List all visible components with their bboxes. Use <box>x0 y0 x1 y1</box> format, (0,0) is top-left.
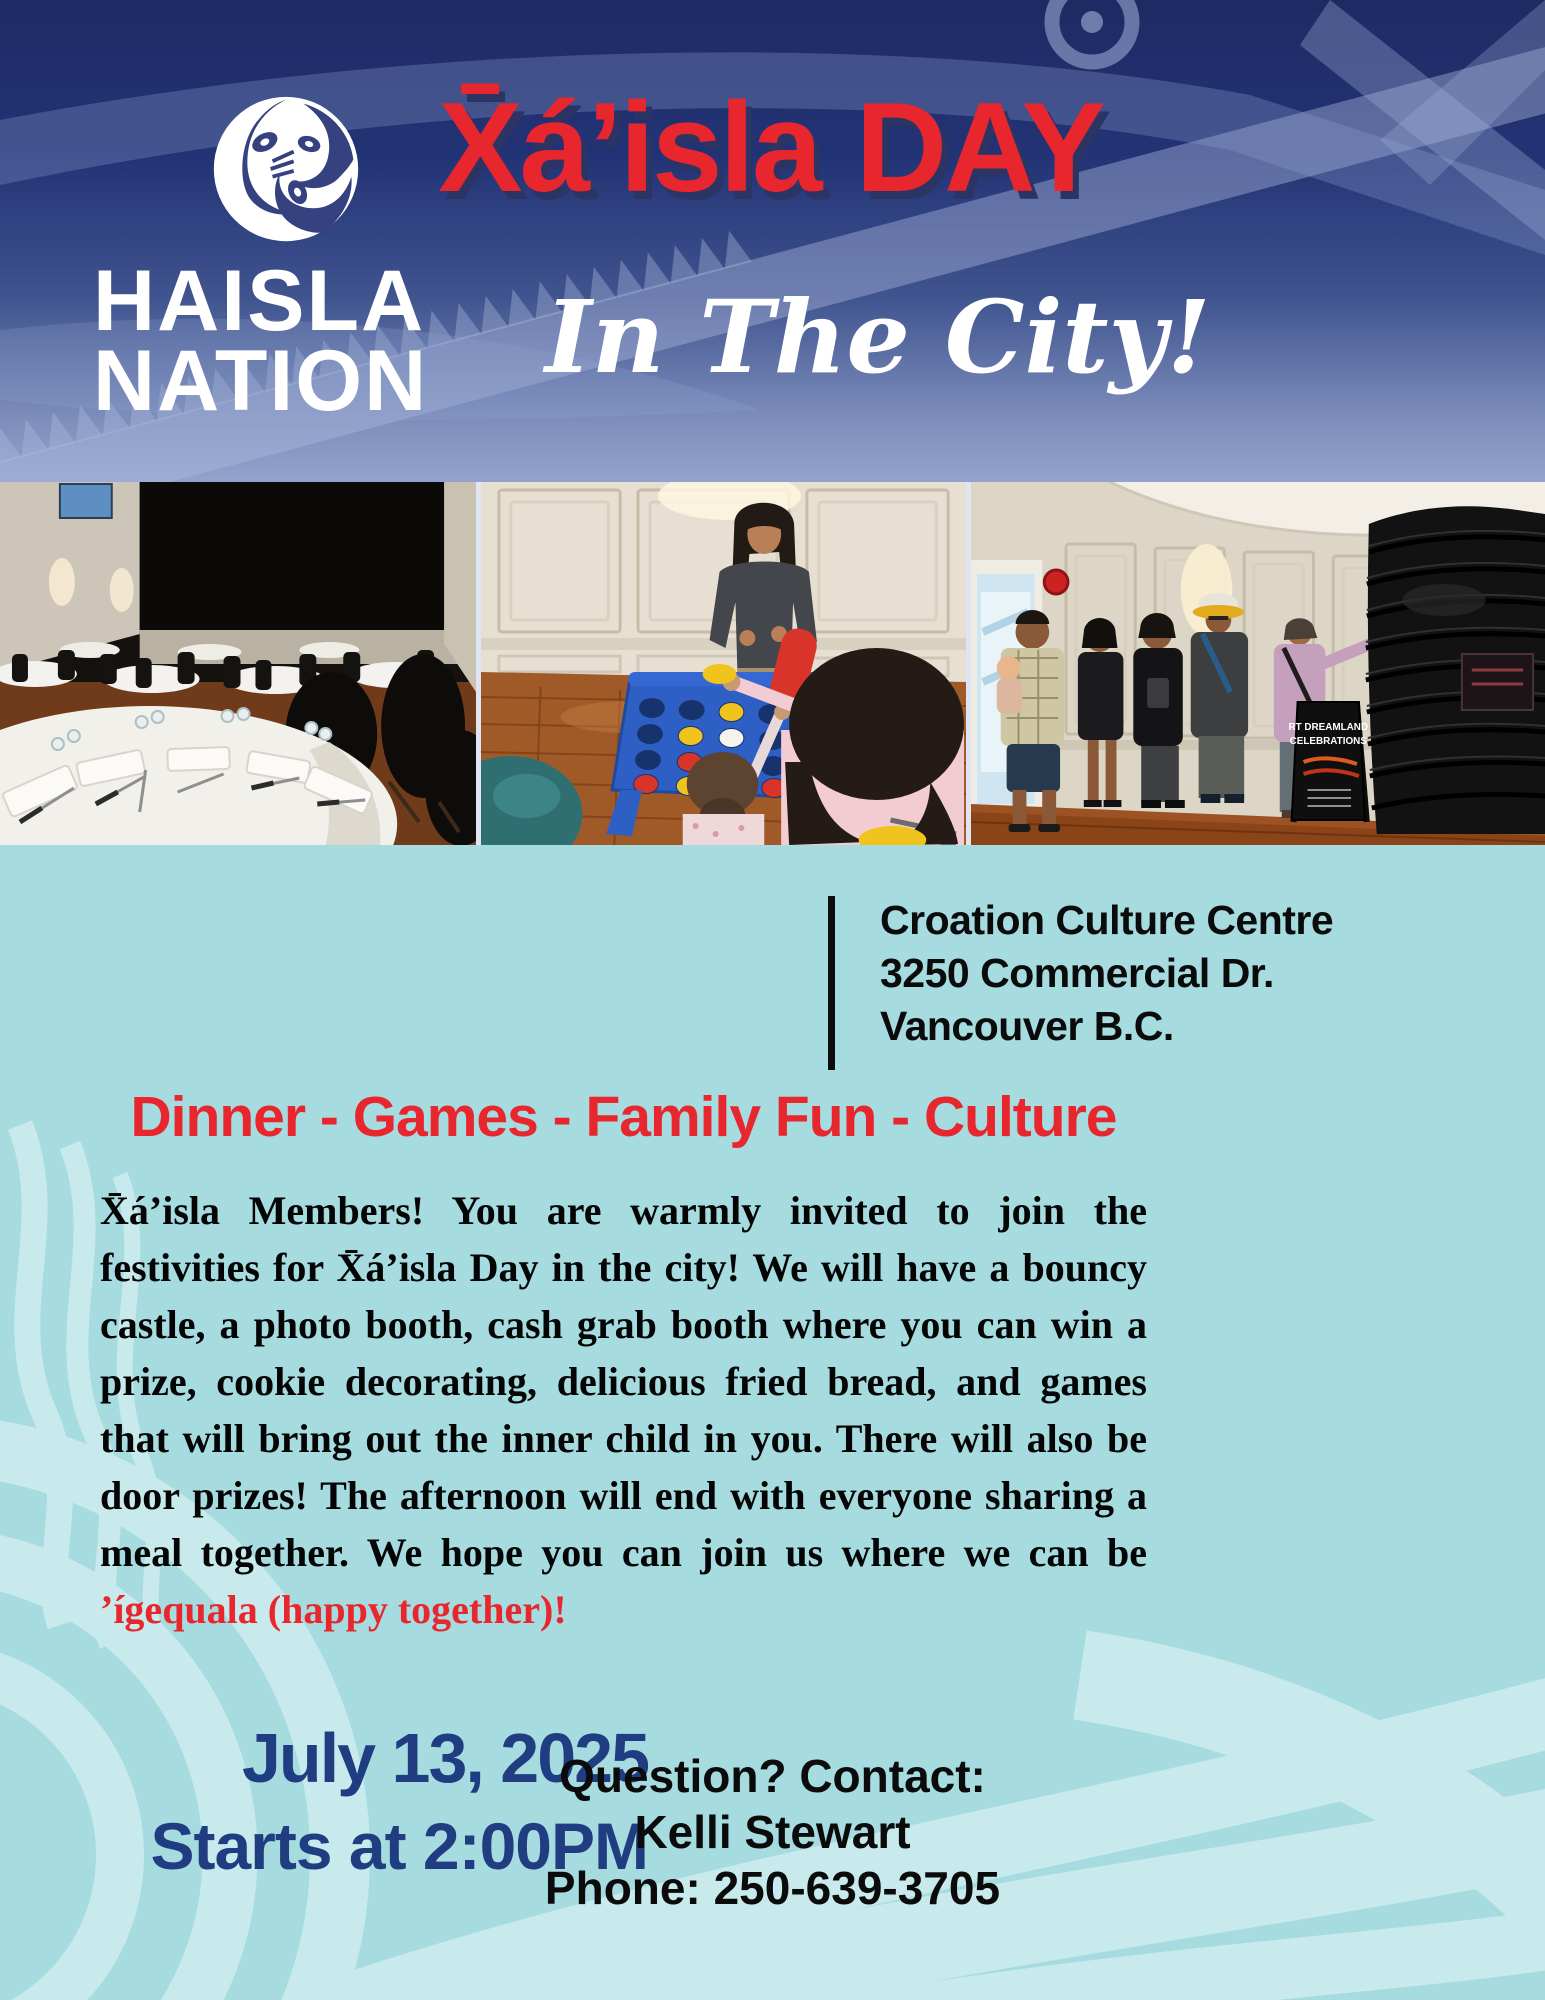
contact-block <box>0 1748 1545 1916</box>
contact-phone: Phone: 250-639-3705 <box>544 1862 1001 1914</box>
event-tagline: Dinner - Games - Family Fun - Culture <box>130 1085 1117 1149</box>
venue-address <box>880 894 1333 1053</box>
venue-city: Vancouver B.C. <box>880 1003 1174 1049</box>
invitation-highlight: ’ígequala (happy together)! <box>100 1587 567 1632</box>
haisla-nation-logo <box>209 92 363 246</box>
photo-connect-four-game <box>481 482 966 845</box>
photo-banquet-tables <box>0 482 476 845</box>
org-name-line1: HAISLA <box>93 253 426 349</box>
event-subtitle: In The City! <box>545 278 1211 396</box>
org-name-line2: NATION <box>93 332 429 429</box>
org-name <box>93 253 429 429</box>
sign-line2: CELEBRATIONS <box>1289 735 1367 748</box>
header-banner <box>0 0 1545 482</box>
event-time: Starts at 2:00PM <box>150 1809 648 1883</box>
venue-street: 3250 Commercial Dr. <box>880 950 1274 996</box>
invitation-paragraph <box>100 1182 1147 1638</box>
photo-inflatable-booth-crowd <box>971 482 1545 845</box>
vertical-divider <box>828 896 835 1070</box>
event-title-day: DAY <box>855 76 1103 218</box>
sign-line1: RT DREAMLAND <box>1288 721 1369 734</box>
event-date: July 13, 2025 <box>242 1719 648 1797</box>
contact-heading: Question? Contact: <box>559 1750 986 1802</box>
event-title <box>438 76 1103 218</box>
event-title-word: X̄á’isla <box>438 76 820 218</box>
invitation-text: X̄á’isla Members! You are warmly invited to join the festivities for X̄á’isla Day in the city! We will have a bouncy castle, a photo booth, cash grab booth where you can win a prize, cookie decorating, delicious fried bread, and games that will bring out the inner child in you. There will also be door prizes! The afternoon will end with everyone sharing a meal together. We hope you can join us where we can be <box>100 1188 1147 1575</box>
photo-strip <box>0 482 1545 845</box>
contact-name: Kelli Stewart <box>634 1806 911 1858</box>
venue-name: Croation Culture Centre <box>880 897 1334 943</box>
body-section <box>0 845 1545 2000</box>
